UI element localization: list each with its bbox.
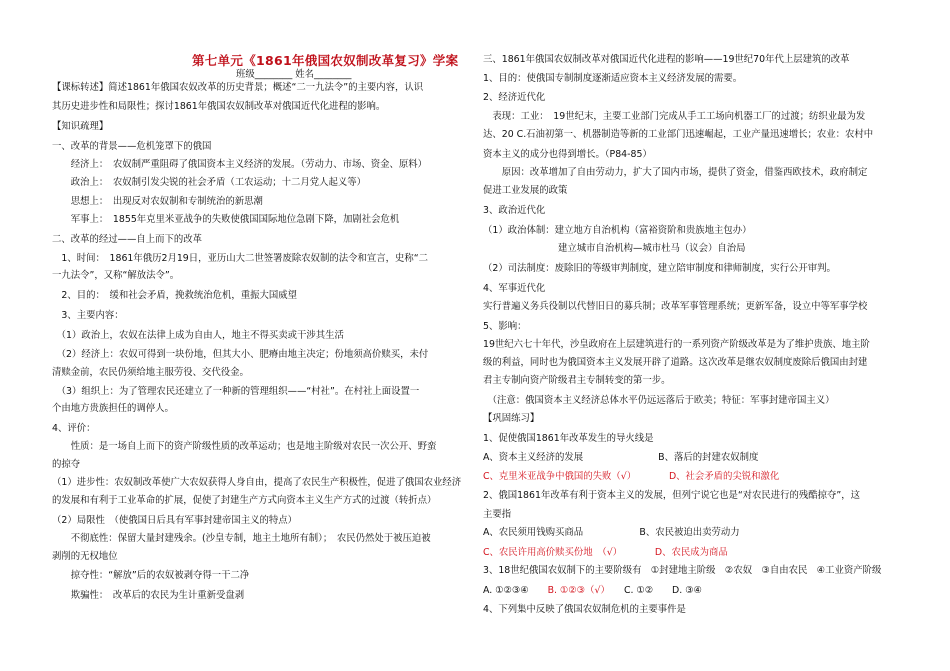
right-text-line: 5、影响： bbox=[483, 321, 527, 332]
class-name-line: 班级________ 姓名________ bbox=[236, 69, 352, 80]
left-text-line: 一九法令”，又称“解放法令”。 bbox=[52, 270, 180, 281]
right-text-line: 建立城市自治机构—城市杜马（议会）自治局 bbox=[483, 243, 746, 254]
left-text-line: （2）局限性 （使俄国日后具有军事封建帝国主义的特点） bbox=[52, 515, 298, 526]
right-text-line: 4、军事近代化 bbox=[483, 283, 546, 294]
answer-option-b: B. ①②③（√） bbox=[547, 585, 606, 596]
left-text-line: 4、评价： bbox=[52, 423, 96, 434]
left-text-line: 其历史进步性和局限性；探讨1861年俄国农奴制改革对俄国近代化进程的影响。 bbox=[52, 101, 386, 112]
right-text-line: 达、20 C.石油初第一、机器制造等新的工业部门迅速崛起，工业产量迅速增长；农业：农村中 bbox=[483, 129, 874, 140]
left-text-line: 1、时间： 1861年俄历2月19日，亚历山大二世签署废除农奴制的法令和宣言，史称“二 bbox=[52, 253, 429, 264]
right-text-line: （2）司法制度：废除旧的等级审判制度，建立陪审制度和律师制度，实行公开审判。 bbox=[483, 263, 836, 274]
right-text-line: C、农民许用高价赎买份地 （√） D、农民成为商品 bbox=[483, 547, 728, 558]
left-text-line: 3、主要内容： bbox=[52, 310, 124, 321]
left-text-line: 军事上： 1855年克里米亚战争的失败使俄国国际地位急剧下降，加剧社会危机 bbox=[52, 214, 400, 225]
right-text-line: 1、目的：使俄国专制制度逐渐适应资本主义经济发展的需要。 bbox=[483, 73, 743, 84]
right-text-line: （注意：俄国资本主义经济总体水平仍远远落后于欧美；特征：军事封建帝国主义） bbox=[483, 395, 835, 406]
right-text-line: 君主专制向资产阶级君主专制转变的第一步。 bbox=[483, 375, 671, 386]
right-text-line: A、农民须用钱购买商品 B、农民被迫出卖劳动力 bbox=[483, 527, 740, 538]
left-text-line: （1）进步性：农奴制改革使广大农奴获得人身自由，提高了农民生产积极性，促进了俄国农业经济 bbox=[52, 477, 462, 488]
left-text-line: 2、目的： 缓和社会矛盾，挽救统治危机，重振大国威望 bbox=[52, 290, 298, 301]
left-text-line: 的掠夺 bbox=[52, 459, 81, 470]
page-title: 第七单元《1861年俄国农奴制改革复习》学案 bbox=[192, 53, 459, 68]
left-text-line: 的发展和有利于工业革命的扩展，促使了封建生产方式向资本主义生产方式的过渡（转折点） bbox=[52, 495, 437, 506]
left-text-line: 经济上： 农奴制严重阻碍了俄国资本主义经济的发展。（劳动力、市场、资金、原料） bbox=[52, 159, 427, 170]
left-text-line: 政治上： 农奴制引发尖锐的社会矛盾（工农运动；十二月党人起义等） bbox=[52, 177, 367, 188]
right-text-line: 4、下列集中反映了俄国农奴制危机的主要事件是 bbox=[483, 604, 686, 615]
right-text-line: 促进工业发展的政策 bbox=[483, 185, 568, 196]
right-text-line: A、资本主义经济的发展 B、落后的封建农奴制度 bbox=[483, 452, 759, 463]
right-text-line: 19世纪六七十年代，沙皇政府在上层建筑进行的一系列资产阶级改革是为了维护贵族、地主阶 bbox=[483, 339, 870, 350]
left-text-line: 思想上： 出现反对农奴制和专制统治的新思潮 bbox=[52, 196, 263, 207]
right-text-line: 实行普遍义务兵役制以代替旧日的募兵制；改革军事管理系统；更新军备，设立中等军事学校 bbox=[483, 301, 868, 312]
left-text-line: 性质：是一场自上而下的资产阶级性质的改革运动；也是地主阶级对农民一次公开、野蛮 bbox=[52, 441, 437, 452]
left-text-line: 一、改革的背景——危机笼罩下的俄国 bbox=[52, 141, 212, 152]
left-text-line: 掠夺性：“解放”后的农奴被剥夺得一干二净 bbox=[52, 570, 250, 581]
right-text-line: 1、促使俄国1861年改革发生的导火线是 bbox=[483, 433, 654, 444]
left-text-line: 个由地方贵族担任的调停人。 bbox=[52, 403, 174, 414]
right-text-line: 表现：工业： 19世纪末，主要工业部门完成从手工工场向机器工厂的过渡；纺织业最为发 bbox=[483, 111, 866, 122]
right-text-line: 资本主义的成分也得到增长。（P84-85） bbox=[483, 149, 652, 160]
left-text-line: 二、改革的经过——自上而下的改革 bbox=[52, 234, 203, 245]
left-text-line: 【课标转述】简述1861年俄国农奴改革的历史背景；概述“二一九法令”的主要内容，认识 bbox=[52, 82, 424, 93]
left-text-line: 欺骗性： 改革后的农民为生计重新受盘剥 bbox=[52, 590, 245, 601]
right-text-line: 2、经济近代化 bbox=[483, 92, 546, 103]
left-text-line: 剥削的无权地位 bbox=[52, 551, 118, 562]
right-text-line: 2、俄国1861年改革有利于资本主义的发展，但列宁说它也是“对农民进行的残酷掠夺”，这 bbox=[483, 490, 861, 501]
left-text-line: （1）政治上，农奴在法律上成为自由人，地主不得买卖或干涉其生活 bbox=[52, 330, 344, 341]
right-text-line: A. ①②③④ B. ①②③（√） C. ①② D. ③④ bbox=[483, 585, 703, 596]
left-text-line: （2）经济上：农奴可得到一块份地，但其大小、肥瘠由地主决定；份地须高价赎买，未付 bbox=[52, 349, 429, 360]
right-text-line: C、克里米亚战争中俄国的失败（√） D、社会矛盾的尖锐和激化 bbox=[483, 471, 780, 482]
left-text-line: 清赎金前，农民仍须给地主服劳役、交代役金。 bbox=[52, 367, 249, 378]
right-text-line: 【巩固练习】 bbox=[483, 413, 540, 424]
right-text-line: 主要指 bbox=[483, 509, 512, 520]
right-text-line: 三、1861年俄国农奴制改革对俄国近代化进程的影响——19世纪70年代上层建筑的改革 bbox=[483, 54, 850, 65]
right-text-line: （1）政治体制：建立地方自治机构（富裕资阶和贵族地主包办） bbox=[483, 225, 752, 236]
left-text-line: 不彻底性：保留大量封建残余。(沙皇专制，地主土地所有制）； 农民仍然处于被压迫被 bbox=[52, 533, 431, 544]
left-text-line: 【知识疏理】 bbox=[52, 121, 109, 132]
right-text-line: 原因：改革增加了自由劳动力，扩大了国内市场，提供了资金，借鉴西欧技术，政府制定 bbox=[483, 167, 868, 178]
right-text-line: 3、政治近代化 bbox=[483, 205, 546, 216]
right-text-line: 3、18世纪俄国农奴制下的主要阶级有 ①封建地主阶级 ②农奴 ③自由农民 ④工业资产阶级 bbox=[483, 565, 882, 576]
left-text-line: （3）组织上：为了管理农民还建立了一种新的管理组织——“村社”。在村社上面设置一 bbox=[52, 386, 420, 397]
right-text-line: 级的利益，同时也为俄国资本主义发展开辟了道路。这次改革是继农奴制度废除后俄国由封建 bbox=[483, 357, 868, 368]
